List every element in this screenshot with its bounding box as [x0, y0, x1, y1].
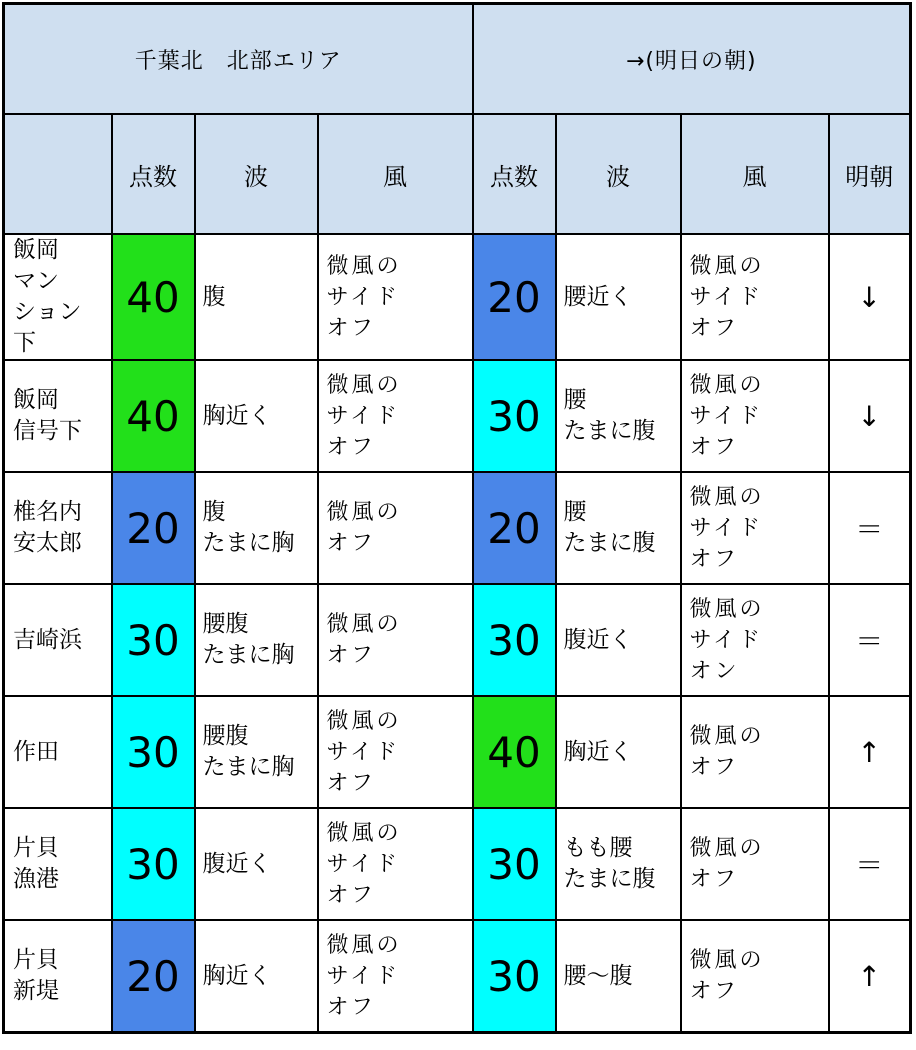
header-row-columns: [4, 114, 911, 234]
spot-name-line: 新堤: [13, 978, 59, 1004]
wind-cell-line: サイド: [326, 963, 400, 989]
wave2-cell-line: たまに腹: [563, 530, 656, 556]
wind2-cell-line: 微風の: [689, 724, 765, 749]
wind-cell-line: オフ: [326, 315, 376, 341]
wave-cell-line: たまに胸: [202, 754, 295, 780]
score2-cell: 30: [473, 920, 556, 1033]
wind2-cell-line: サイド: [689, 627, 763, 653]
wave-cell: [195, 808, 318, 920]
wind2-cell: [681, 360, 829, 472]
area-title: 千葉北 北部エリア: [4, 4, 473, 115]
wave2-cell: [556, 808, 681, 920]
wind-cell-line: オフ: [326, 643, 376, 668]
wave-cell-line: たまに胸: [202, 530, 295, 556]
wave-cell-line: 腹: [202, 283, 226, 310]
wave2-cell-line: 腹近く: [563, 626, 633, 653]
wind-cell-line: サイド: [326, 851, 400, 877]
score-cell: 30: [112, 696, 195, 808]
wind2-cell-line: 微風の: [689, 253, 765, 279]
spot-name-line: 吉崎浜: [13, 626, 82, 653]
spot-name: [4, 360, 112, 472]
wave-cell: [195, 696, 318, 808]
wave2-cell-line: 腰近く: [563, 283, 633, 310]
spot-name: [4, 584, 112, 696]
wave-cell: [195, 360, 318, 472]
score2-cell: 30: [473, 584, 556, 696]
wave2-cell: [556, 696, 681, 808]
spot-name: [4, 234, 112, 360]
wind2-cell-line: 微風の: [689, 596, 765, 622]
wave-cell-line: 腹近く: [202, 850, 272, 877]
spot-name: [4, 696, 112, 808]
wind2-cell-line: オフ: [689, 979, 739, 1004]
wave2-cell: [556, 920, 681, 1033]
wave-cell: [195, 472, 318, 584]
table-row: [4, 920, 911, 1033]
wave-cell: [195, 920, 318, 1033]
wind-cell: [318, 472, 473, 584]
score2-cell: 30: [473, 808, 556, 920]
wind2-cell-line: オフ: [689, 434, 739, 460]
wind-cell-line: 微風の: [326, 372, 402, 398]
wind-cell-line: サイド: [326, 284, 400, 310]
wind2-cell: [681, 584, 829, 696]
header-row-area: [4, 4, 911, 115]
score-cell: 30: [112, 808, 195, 920]
wind2-cell: [681, 472, 829, 584]
spot-name-line: ション: [13, 299, 82, 325]
trend-arrow: ↓: [829, 360, 911, 472]
spot-name-line: 作田: [13, 738, 59, 765]
wind2-cell-line: オフ: [689, 546, 739, 572]
spot-name: [4, 472, 112, 584]
wind2-cell: [681, 920, 829, 1033]
wave-cell-line: 胸近く: [202, 962, 272, 989]
wave2-cell-line: 腰: [563, 387, 587, 413]
wind-cell-line: サイド: [326, 403, 400, 429]
wave2-cell-line: もも腰: [563, 835, 633, 861]
wind-cell: [318, 360, 473, 472]
spot-name-line: 飯岡: [13, 387, 59, 413]
trend-arrow: ＝: [829, 808, 911, 920]
table-row: [4, 472, 911, 584]
wind-cell: [318, 584, 473, 696]
wind-cell-line: 微風の: [326, 253, 402, 279]
trend-arrow: ＝: [829, 584, 911, 696]
wave-cell-line: 腰腹: [202, 611, 249, 637]
score2-cell: 20: [473, 234, 556, 360]
wind2-cell-line: オフ: [689, 315, 739, 341]
spot-name-line: 片貝: [13, 835, 59, 861]
wind2-cell-line: サイド: [689, 284, 763, 310]
trend-arrow: ↓: [829, 234, 911, 360]
wave-cell-line: たまに胸: [202, 642, 295, 668]
wind2-cell-line: サイド: [689, 515, 763, 541]
spot-name-line: 椎名内: [13, 499, 82, 525]
spot-name-line: 飯岡: [13, 237, 59, 263]
wind2-cell: [681, 696, 829, 808]
spot-name-line: 下: [13, 330, 36, 356]
spot-name-line: 片貝: [13, 947, 59, 973]
wave-cell: [195, 584, 318, 696]
spot-name-line: マン: [13, 268, 59, 294]
wind-cell-line: オフ: [326, 531, 376, 556]
score2-cell: 40: [473, 696, 556, 808]
wind-cell-line: オフ: [326, 994, 376, 1020]
wave2-cell: [556, 472, 681, 584]
trend-arrow: ↑: [829, 696, 911, 808]
wave2-cell-line: 腰〜腹: [563, 962, 633, 989]
wave2-cell-line: 腰: [563, 499, 587, 525]
wind-cell: [318, 920, 473, 1033]
table-row: [4, 234, 911, 360]
col-wind2-header: 風: [681, 114, 829, 234]
wind-cell-line: 微風の: [326, 708, 402, 734]
wind-cell-line: サイド: [326, 739, 400, 765]
table-row: [4, 696, 911, 808]
wind-cell-line: オフ: [326, 434, 376, 460]
trend-arrow: ＝: [829, 472, 911, 584]
col-wave2-header: 波: [556, 114, 681, 234]
wind2-cell-line: 微風の: [689, 484, 765, 510]
table-row: [4, 360, 911, 472]
spot-name-line: 漁港: [13, 866, 59, 892]
col-trend-header: 明朝: [829, 114, 911, 234]
wind-cell: [318, 696, 473, 808]
wind-cell-line: 微風の: [326, 612, 402, 637]
wave-cell-line: 腰腹: [202, 723, 249, 749]
table-row: [4, 584, 911, 696]
wave2-cell-line: たまに腹: [563, 866, 656, 892]
score-cell: 40: [112, 360, 195, 472]
trend-arrow: ↑: [829, 920, 911, 1033]
score-cell: 30: [112, 584, 195, 696]
wave2-cell-line: たまに腹: [563, 418, 656, 444]
wind2-cell-line: 微風の: [689, 372, 765, 398]
wave-cell-line: 腹: [202, 499, 226, 525]
spot-name-line: 安太郎: [13, 530, 82, 556]
wind2-cell-line: 微風の: [689, 836, 765, 861]
wind2-cell-line: オフ: [689, 867, 739, 892]
wind-cell: [318, 234, 473, 360]
wind2-cell-line: 微風の: [689, 948, 765, 973]
wind-cell-line: 微風の: [326, 500, 402, 525]
surf-report-table: [2, 2, 912, 1034]
table-row: [4, 808, 911, 920]
wave2-cell-line: 胸近く: [563, 738, 633, 765]
score-cell: 40: [112, 234, 195, 360]
spot-name: [4, 808, 112, 920]
score-cell: 20: [112, 920, 195, 1033]
next-morning-title: →(明日の朝): [473, 4, 911, 115]
score2-cell: 30: [473, 360, 556, 472]
wind2-cell: [681, 808, 829, 920]
wave2-cell: [556, 584, 681, 696]
wave2-cell: [556, 360, 681, 472]
wind2-cell-line: オン: [689, 658, 740, 684]
wave-cell: [195, 234, 318, 360]
wind-cell-line: 微風の: [326, 820, 402, 846]
wind-cell-line: オフ: [326, 882, 376, 908]
wind-cell: [318, 808, 473, 920]
score2-cell: 20: [473, 472, 556, 584]
spot-name: [4, 920, 112, 1033]
wave2-cell: [556, 234, 681, 360]
col-wind-header: 風: [318, 114, 473, 234]
wave-cell-line: 胸近く: [202, 402, 272, 429]
score-cell: 20: [112, 472, 195, 584]
wind2-cell: [681, 234, 829, 360]
col-score-header: 点数: [112, 114, 195, 234]
wind-cell-line: オフ: [326, 770, 376, 796]
col-wave-header: 波: [195, 114, 318, 234]
wind2-cell-line: サイド: [689, 403, 763, 429]
wind2-cell-line: オフ: [689, 755, 739, 780]
wind-cell-line: 微風の: [326, 932, 402, 958]
spot-header-blank: [4, 114, 112, 234]
spot-name-line: 信号下: [13, 418, 82, 444]
col-score2-header: 点数: [473, 114, 556, 234]
